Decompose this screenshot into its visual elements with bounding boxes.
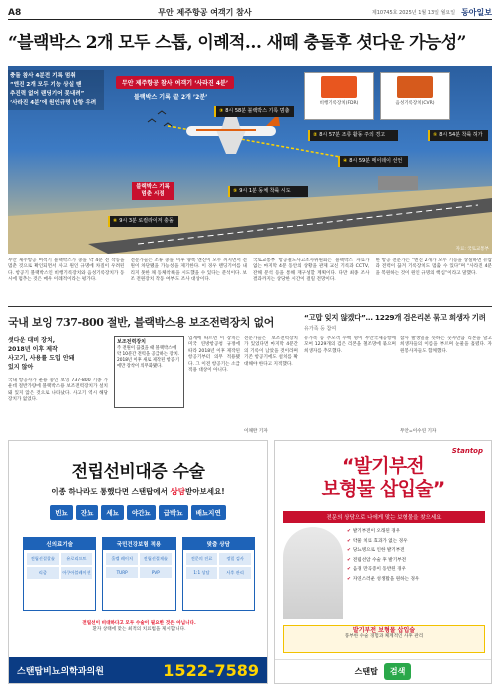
sub-right-byline: 무안=이수연 기자	[400, 429, 437, 434]
explainer-text: 주 전원이 끊겼을 때 블랙박스에 약 10분간 전력을 공급하는 장치. 2018년 이후 새로 제작된 항공기에만 장착이 의무화됐다.	[117, 346, 180, 369]
clinic-name: 스탠탑비뇨의학과의원	[17, 666, 104, 677]
callout-6: ⑥ 9시 3분 로컬라이저 충돌	[108, 216, 178, 227]
section-title: 무안 제주항공 여객기 참사	[158, 8, 252, 17]
ad-left-footer	[9, 657, 267, 683]
newspaper-name: 동아일보	[461, 8, 492, 17]
explainer-title: 보조전력장치	[117, 339, 146, 345]
treatment-group: 맞춤 상담 전문의 진료 정밀 검사 1:1 상담 사후 관리	[182, 537, 255, 611]
symptom-chips	[9, 505, 267, 520]
sub-right-title: “고맙 잊지 않겠다”… 1229개 검은리본 묶고 희생자 기려	[304, 313, 486, 322]
sub-right-col-2: 참사 발생일을 뜻하는 숫자만큼 리본을 달고 희생자들의 이름을 부르며 눈물을 흘렸다. 자원봉사자들도 함께했다.	[400, 336, 492, 354]
sub-left-byline: 이채완 기자	[244, 429, 268, 434]
symptom-chip: 세뇨	[101, 505, 124, 520]
explainer-box	[114, 336, 184, 408]
bird-flock-icon	[148, 111, 172, 126]
callout-4: ④ 8시 59분 메이데이 선언	[338, 156, 408, 167]
ad-left-note: 전립선이 비대하다고 모두 수술이 필요한 것은 아닙니다. 환자 상태에 맞는 최적의 치료법을 제시합니다.	[82, 621, 196, 632]
ad-right-title: “발기부전 보형물 삽입술”	[321, 455, 445, 500]
treatment-grid	[23, 537, 255, 611]
sub-left-col-2: 업계에 따르면 이 장치는 미국 연방항공청 규정에 따라 2018년 이후 제작된 항공기부터 의무 적용됐다. 그 이전 항공기는 소급 적용 대상이 아니다.	[188, 336, 240, 374]
list-item: ✔ 음경 만곡증이 동반된 경우	[347, 567, 407, 572]
ad-prostate[interactable]	[8, 440, 268, 684]
fdr-icon	[321, 76, 357, 98]
check-icon: ✔	[347, 548, 351, 553]
ad-right-banner: 전문의 상담으로 나에게 맞는 보형물을 찾으세요	[283, 511, 485, 523]
symptom-chip: 급박뇨	[159, 505, 188, 520]
doctor-photo	[283, 527, 343, 619]
sub-article-right	[304, 312, 492, 332]
issue-meta: 제10745호 2025년 1월 13일 월요일	[371, 10, 456, 16]
brand-name: 스탠탑	[354, 667, 378, 676]
ad-right-panel: 발기부전 보형물 삽입술 풍부한 수술 경험과 체계적인 사후 관리	[283, 625, 485, 653]
check-icon: ✔	[347, 557, 351, 563]
ad-right-footer	[275, 659, 491, 683]
search-button[interactable]: 검색	[384, 663, 411, 680]
check-icon: ✔	[347, 538, 351, 544]
check-icon: ✔	[347, 576, 351, 582]
body-column-2: 전문가들은 조류 충돌 이후 양쪽 엔진이 모두 꺼지면서 전원이 차단됐을 가능성을 제기한다. 이 경우 랜딩기어를 내리지 못한 채 동체착륙을 시도했을 수 있다는 분석이다. 보조 전원장치 작동 여부도 조사 대상이다.	[130, 258, 247, 283]
localizer-shape	[378, 176, 418, 190]
graphic-source: 자료: 국토교통부	[455, 247, 489, 252]
check-icon: ✔	[347, 529, 351, 534]
symptom-chip: 잔뇨	[76, 505, 99, 520]
page-number: A8	[8, 7, 22, 18]
ad-left-title: 전립선비대증 수술	[71, 462, 205, 482]
body-column-1: 무안 제주항공 여객기 블랙박스가 충돌 약 4분 전 작동을 멈춘 것으로 확인되면서 사고 원인 규명에 차질이 우려된다. 항공기 블랙박스인 비행기록장치와 음성기록장치가 동시에 멈추는 것은 매우 이례적이라는 평가다.	[8, 258, 125, 283]
section-divider	[8, 306, 492, 307]
lead-deck: 충돌 참사 4분전 기록 멈춰 “엔진 2개 모두 기능 상실 땐 추진력 없어 랜딩기어 못내려” ‘사라진 4분’에 원인규명 난항 우려	[8, 70, 104, 110]
stantop-logo: Stantop	[451, 447, 483, 455]
list-item: ✔ 자연스러운 성생활을 원하는 경우	[347, 576, 420, 582]
treatment-group: 신의료기술 전립선결찰술 유로리프트 리줌 아쿠아블레이션	[23, 537, 96, 611]
cvr-icon	[397, 76, 433, 98]
article-body	[8, 258, 492, 304]
callout-1: ① 8시 54분 착륙 허가	[428, 130, 488, 141]
cvr-panel	[380, 72, 450, 120]
list-item: ✔ 발기부전이 오래된 경우	[347, 529, 401, 534]
symptom-chip: 야간뇨	[127, 505, 156, 520]
fdr-panel	[304, 72, 374, 120]
callout-5: ⑤ 9시 1분 동체 착륙 시도	[228, 186, 308, 197]
ad-left-subtitle: 이종 하나라도 통했다면 스탠탑에서 상담받아보세요!	[51, 487, 225, 496]
symptom-chip: 배뇨지연	[191, 505, 226, 520]
indication-list	[347, 527, 487, 584]
sub-right-deck: 유가족 등 참여	[304, 326, 337, 332]
callout-2: ② 8시 57분 조류 활동 주의 경고	[308, 130, 398, 141]
sub-left-col-3: 전문가들은 보조전력장치가 있었다면 마지막 4분간의 기록이 남았을 것이라며 기존 항공기에도 설치를 확대해야 한다고 지적했다.	[244, 336, 298, 367]
clinic-phone[interactable]: 1522-7589	[163, 660, 259, 680]
recording-stop-marker: 블랙박스 기록 멈춘 시점	[132, 182, 174, 200]
cvr-label: 음성기록장치(CVR)	[395, 101, 435, 106]
list-item: ✔ 전립선암 수술 후 발기부전	[347, 557, 407, 563]
plane-label: 블랙박스 기록 끝 2개 ’2분’	[134, 94, 208, 101]
sub-article-deck: 셧다운 대비 장치, 2018년 이후 제작 사고기, 사용률 도입 안돼 있지 않아	[8, 337, 75, 371]
ad-implant[interactable]	[274, 440, 492, 684]
graphic-title: 무안 제주항공 참사 여객기 ‘사라진 4분’	[116, 76, 234, 89]
list-item: ✔ 약물 치료 효과가 없는 경우	[347, 538, 408, 544]
check-icon: ✔	[347, 567, 351, 572]
main-headline: “블랙박스 2개 모두 스톱, 이례적… 새떼 충돌후 셧다운 가능성”	[8, 33, 466, 53]
body-column-3: 국토교통부 항공철도사고조사위원회는 블랙박스 자료가 없는 마지막 4분 동안의 상황을 관제 교신 기록과 CCTV, 잔해 분석 등을 통해 재구성할 계획이다. 다만 최종 조사 결과까지는 상당한 시간이 걸릴 전망이다.	[253, 258, 370, 283]
fdr-label: 비행기록장치(FDR)	[319, 101, 359, 106]
treatment-group: 국민건강보험 적용 홀렙 레이저 전립선절제술 TURP PVP	[102, 537, 175, 611]
sub-article-left	[8, 314, 298, 330]
masthead	[8, 6, 492, 20]
sub-right-col-1: 유가족 등 추모객 수백 명이 무안국제공항에 모여 1229개의 검은 리본을 철조망에 묶으며 희생자를 추모했다.	[304, 336, 396, 354]
sub-article-title: 국내 보잉 737-800 절반, 블랙박스용 보조전력장치 없어	[8, 316, 274, 329]
list-item: ✔ 당뇨병으로 인한 발기부전	[347, 548, 405, 553]
callout-3: ③ 8시 58분 블랙박스 기록 멈춤	[214, 106, 294, 117]
body-column-4: 한 항공 전문가는 “엔진 2개가 모두 기능을 상실하면 유압과 전력이 끊겨 기록장치도 멈출 수 있다”며 “사라진 4분을 복원하는 것이 원인 규명의 핵심”이라고 말했다.	[375, 258, 492, 276]
sub-left-col-1: 국내 항공사가 운용 중인 보잉 737-800 기종 가운데 절반가량에 블랙박스용 보조전력장치가 설치돼 있지 않은 것으로 나타났다. 사고기 역시 해당 장치가 없었다.	[8, 378, 108, 403]
symptom-chip: 빈뇨	[50, 505, 73, 520]
